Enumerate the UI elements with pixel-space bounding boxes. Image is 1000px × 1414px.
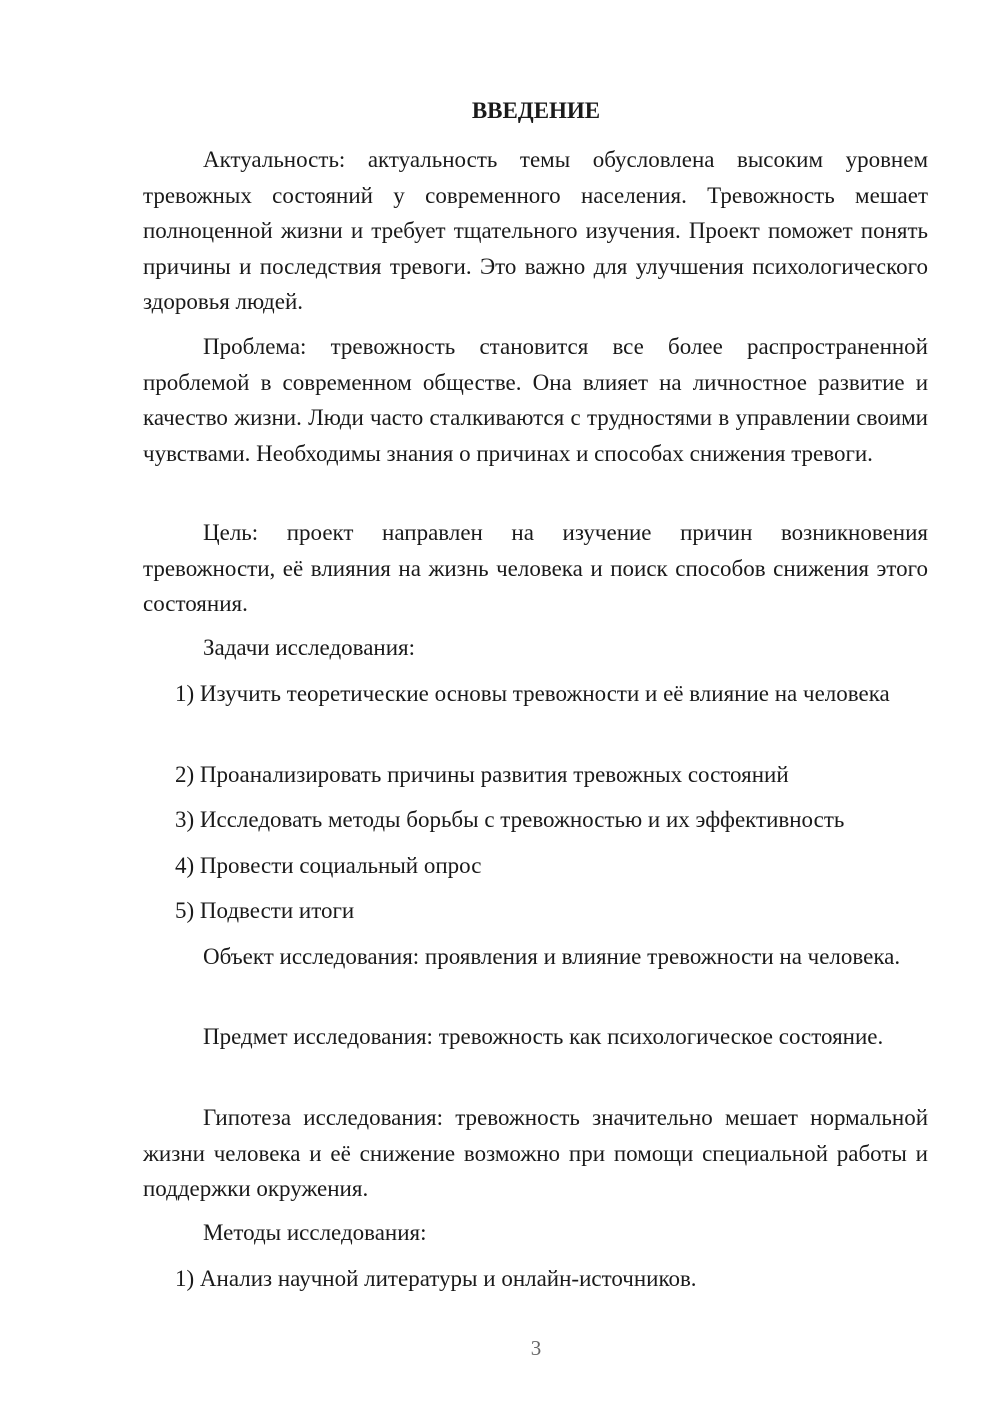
goal-paragraph: Цель: проект направлен на изучение причин возникновения тревожности, её влияния на жизнь человека и поиск способов снижения этого состояния. xyxy=(143,520,928,616)
tasks-heading: Задачи исследования: xyxy=(203,635,416,660)
task-item: 1) Изучить теоретические основы тревожности и её влияние на человека xyxy=(175,681,890,706)
relevance-paragraph: Актуальность: актуальность темы обусловлена высоким уровнем тревожных состояний у современного населения. Тревожность мешает полноценной жизни и требует тщательного изучения. Проект поможет понять причины и последствия тревоги. Это важно для улучшения психологического здоровья людей. xyxy=(143,147,928,314)
task-item: 2) Проанализировать причины развития тревожных состояний xyxy=(175,762,789,787)
method-item: 1) Анализ научной литературы и онлайн-источников. xyxy=(175,1266,697,1291)
methods-heading: Методы исследования: xyxy=(203,1220,427,1245)
subject-paragraph: Предмет исследования: тревожность как психологическое состояние. xyxy=(203,1024,884,1049)
hypothesis-paragraph: Гипотеза исследования: тревожность значительно мешает нормальной жизни человека и её снижение возможно при помощи специальной работы и поддержки окружения. xyxy=(143,1105,928,1201)
task-item: 3) Исследовать методы борьбы с тревожностью и их эффективность xyxy=(175,807,845,832)
task-item: 5) Подвести итоги xyxy=(175,898,355,923)
page-number: 3 xyxy=(530,1336,542,1360)
object-paragraph: Объект исследования: проявления и влияние тревожности на человека. xyxy=(203,944,901,969)
problem-paragraph: Проблема: тревожность становится все более распространенной проблемой в современном обществе. Она влияет на личностное развитие и качество жизни. Люди часто сталкиваются с трудностями в управлении своими чувствами. Необходимы знания о причинах и способах снижения тревоги. xyxy=(143,334,928,466)
task-item: 4) Провести социальный опрос xyxy=(175,853,482,878)
section-title: ВВЕДЕНИЕ xyxy=(471,98,601,123)
